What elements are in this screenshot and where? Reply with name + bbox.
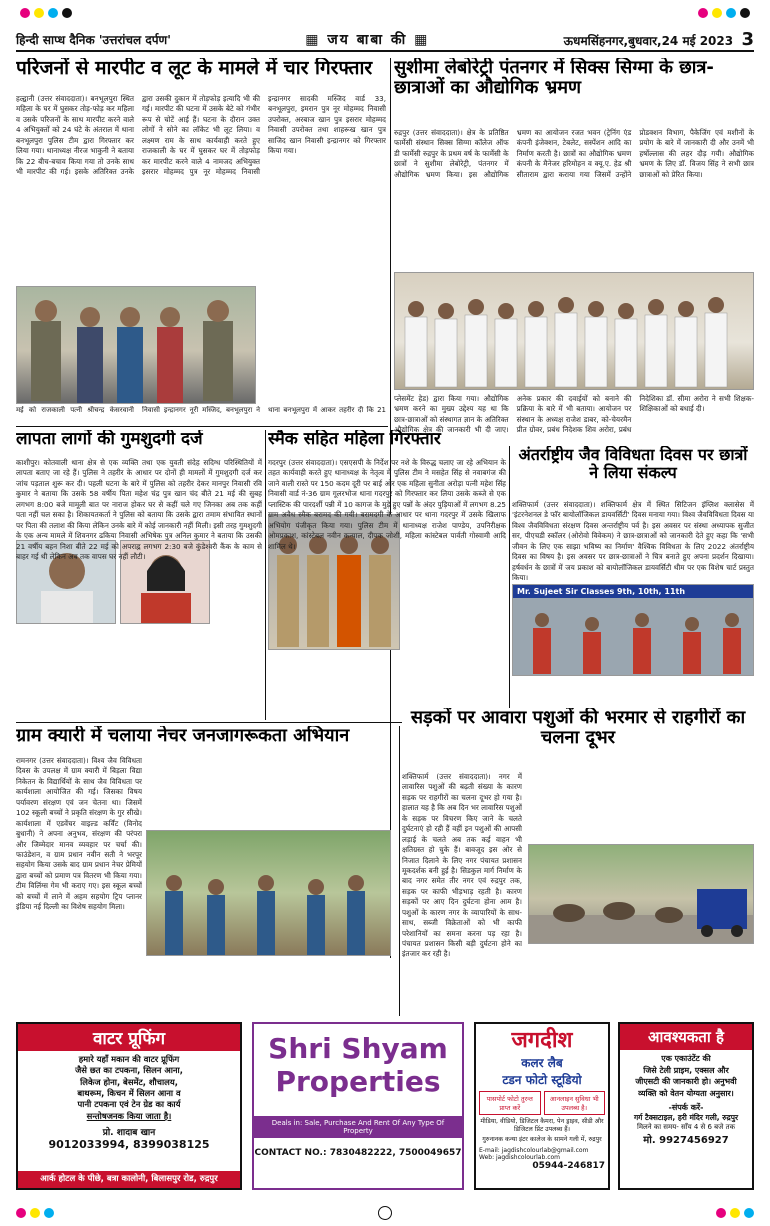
ad-box-2: आनलाइन सुविधा भी उपलब्ध है। [544, 1091, 606, 1115]
photo-caption: मई को राजकाली पत्नी श्रीचन्द्र केसरवानी निवासी इन्द्रानगर नूरी मस्जिद, बनभूलपुरा ने थाना बनभूलपुरा में आकर तहरीर दी कि 21 [16, 406, 386, 414]
ad-line: बाथरूम, किचन में सिलन आना व [77, 1088, 181, 1099]
headline: अंतर्राष्ट्रीय जैव विविधता दिवस पर छात्रों ने लिया संकल्प [518, 446, 748, 482]
dot-yellow [712, 8, 722, 18]
article-industrial-visit [394, 58, 754, 442]
students-group-icon [395, 273, 754, 390]
ad-line: सन्तोषजनक किया जाता है। [86, 1110, 172, 1121]
dot-magenta [16, 1208, 26, 1218]
ad-services: मीडिया, वीडियो, डिजिटल कैमरा, पेन ड्राइव, सीडी और डिजिटल प्रिंट उपलब्ध हैं। [480, 1118, 604, 1134]
dot-magenta [20, 8, 30, 18]
ad-title: वाटर प्रूफिंग [18, 1024, 240, 1051]
ad-contact-name: प्रो. शादाब खान [102, 1128, 156, 1139]
dot-black [62, 8, 72, 18]
ad-line: जैसे छत का टपकना, सिलन आना, [75, 1065, 183, 1076]
dot-yellow [30, 1208, 40, 1218]
ad-phone: मो. 9927456927 [643, 1135, 729, 1147]
cattle-road-icon [529, 845, 754, 944]
dot-cyan [44, 1208, 54, 1218]
footer-dots-left [16, 1208, 54, 1218]
article-body: रामनगर (उत्तर संवाददाता)। विश्व जैव विविधता दिवस के उपलक्ष में ग्राम क्यारी में बिड़ला विद्या निकेतन के विद्यार्थियों के साथ जैव विविधता पर कार्यशाला आयोजित की गई। जिसका विषय पर्यावरण संरक्षण एवं जन चेतना था। जिसमें 102 स्कूली बच्चों ने प्रकृति संरक्षण के गुर सीखे। कार्यशाला में एडवेंचर वाइल्ड कर्विंट (विनोद बुधानी) ने अपना अनुभव, संरक्षण की परंपरा और जिम्मेदार मानव व्यवहार पर चर्चा की। फाउंडेशन, व ग्राम प्रधान नवीन सती ने भरपूर सहयोग किया उसके बाद ग्राम प्रधान नेचर प्रेमियों द्वारा बच्चों को प्रमाण पत्र वितरण भी किया गया। टीम विलिंग्स गेम भी कराए गए। इस स्कूल बच्चों को बच्चों में लाने में अहम सहयोग ट्रिप प्लानर इंडिया नई दिल्ली का विशेष सहयोग मिला। [16, 756, 142, 912]
ad-line: जीएसटी की जानकारी हो। अनुभवी [635, 1077, 737, 1087]
ad-contact-label: -संपर्क करें- [668, 1103, 704, 1113]
ad-address: आर्क होटल के पीछे, बत्रा कालोनी, बिलासपुर रोड, रुद्रपुर [18, 1171, 240, 1188]
children-outdoor-icon [147, 831, 391, 956]
ad-line: हमारे यहाँ मकान की वाटर प्रूफिंग [78, 1054, 180, 1064]
ad-shri-shyam-properties [252, 1022, 464, 1190]
headline: सड़कों पर आवारा पशुओं की भरमार से राहगीरों का चलना दूभर [402, 708, 754, 768]
article-body: गदरपुर (उत्तर संवाददाता)। एसएसपी के निर्देश पर नशे के विरुद्ध चलाए जा रहे अभियान के तहत कार्यवाही करते हुए थानाध्यक्ष के नेतृत्व में पुलिस टीम ने मसहेत सिंह से नवाबगंज की जाने वाली रास्ते पर 150 कदम दूरी पर बाई ओर एक महिला सुनीता अरोड़ा पत्नी महेश सिंह निवासी वार्ड नं-36 ग्राम गूलरभोज थाना गदरपुर को गिरफ्तार कर लिया उसके कब्जे से एक प्लास्टिक की पारदर्शी पन्नी में 10 कागज के मुड़े हुए पन्नों के अंदर पुड़ियाओं में लगभग 8.25 ग्राम अवैध स्मैक बरामद की गयी। बरामदगी के आधार पर थाना गदरपुर में उसके खिलाफ अभियोग पंजीकृत किया गया। पुलिस टीम में थानाध्यक्ष राजेश पाण्डेय, उपनिरीक्षक ओमप्रकाश, कांस्टेबल नवीन कन्याल, दीपक जोशी, महिला कांस्टेबल पार्वती गोस्वामी आदि शामिल थे। [268, 458, 506, 551]
article-body: हल्द्वानी (उत्तर संवाददाता)। बनभूलपुरा स्थित महिला के घर में घुसकर तोड़-फोड़ कर महिला व उसके परिजनों के साथ मारपीट करने वाले 4 अभियुक्तों को 24 घंटे के अंतराल में थाना बनभूलपुरा पुलिस टीम द्वारा गिरफ्तार कर लिया गया। थानाध्यक्ष नीरज भाकुनी ने बताया कि 22 बीच-बचाव किया गया तो उनके साथ भी मारपीट की गई। इसके अतिरिक्त उनके द्वारा उसकी दुकान में तोड़फोड़ इत्यादि भी की गई। मारपीट की घटना में उसके बेटे को गंभीर रूप से चोटें आई हैं। घटना के दौरान उक्त लोगों ने सोने का लॉकेट भी लूट लिया। व लक्ष्मण राम के साथ कार्यवाही करते हुए राजकाली के घर में घुसकर घर में तोड़फोड़ कर मारपीट करने वाले 4 नामजद अभियुक्त इसरार मोहम्मद पुत्र नूर मोहम्मद निवासी इन्द्रानगर सादकी मस्जिद वार्ड 33, बनभूलपुरा, इमरान पुत्र नूर मोहम्मद निवासी उपरोक्त, अरबाज खान पुत्र इसरार मोहम्मद निवासी उपरोक्त तथा शाहरूख खान पुत्र साजिद खान निवासी इन्द्रानगर को गिरफ्तार किया गया। [16, 94, 386, 177]
ad-line: व्यक्ति को वेतन योग्यता अनुसार। [638, 1088, 734, 1098]
ad-address: गुरुनानक कन्या इंटर कालेज के सामने गली में, रुद्रपुर [482, 1136, 602, 1144]
ad-lines [620, 1050, 752, 1102]
ad-timing: मिलने का समय- सॉंय 4 से 6 बजे तक [637, 1123, 735, 1132]
dot-magenta [716, 1208, 726, 1218]
column-divider [509, 446, 510, 718]
ad-phone: 05944-246817 [532, 1160, 605, 1171]
ad-box-1: पासपोर्ट फोटो तुरन्त प्राप्त करें [479, 1091, 541, 1115]
ad-accountant-wanted [618, 1022, 754, 1190]
article-body-continued: प्लेसमेंट हेड) द्वारा किया गया। औद्योगिक भ्रमण करने का मुख्य उद्देश्य यह था कि छात्र-छात्राओं को संस्थागत ज्ञान के अतिरिक्त औद्योगिक क्षेत्र की जानकारी भी दी जाए। अनेक प्रकार की दवाईयों को बनाने की प्रक्रिया के बारे में भी बताया। आयोजन पर संस्थान के अध्यक्ष राजेश डाबर, को-चेयरमैन प्रीत ग्रोवर, प्रबंध निदेशक शिव अरोरा, प्रबंध निदेशिका डॉ. सीमा अरोरा ने सभी शिक्षक-शिक्षिकाओं को बधाई दी। [394, 394, 754, 435]
dot-black [740, 8, 750, 18]
horizontal-divider [16, 426, 388, 427]
dateline-text: ऊधमसिंहनगर,बुधवार,24 मई 2023 [563, 33, 734, 48]
page-header [16, 28, 754, 52]
ad-line: जिसे टेली प्राइम, एक्सल और [643, 1065, 729, 1075]
ad-tagline: Deals in: Sale, Purchase And Rent Of Any Type Of Property [254, 1116, 462, 1138]
article-nature-awareness [16, 726, 396, 1016]
village-children-photo [146, 830, 391, 956]
dot-yellow [34, 8, 44, 18]
ad-sub1: कलर लैब [521, 1056, 563, 1070]
headline: परिजनों से मारपीट व लूट के मामले में चार गिरफ्तार [16, 58, 373, 79]
page-footer [16, 1206, 754, 1220]
ad-contact: CONTACT NO.: 7830482222, 7500049657 [254, 1148, 462, 1158]
article-body: रुद्रपुर (उत्तर संवाददाता)। क्षेत्र के प्रतिष्ठित फार्मेसी संस्थान सिक्स सिग्मा कॉलेज ऑफ डी फार्मेसी रुद्रपुर के प्रथम वर्ष के फार्मेसी के छात्रों ने सुशीमा लेबोरेट्री, पंतनगर में औद्योगिक भ्रमण किया। इस औद्योगिक भ्रमण का आयोजन रजत भवन (ट्रेनिंग एंड कंपनी इंजेक्शन, टेबलेट, सस्पेंशन आदि का निर्माण करती है। छात्रों का औद्योगिक भ्रमण कंपनी के मैनेजर हरिमोहन व क्यू.ए. हेड श्री सीताराम द्वारा कराया गया जिसमें उन्होंने प्रोडक्शन विभाग, पैकेजिंग एवं मशीनों के प्रयोग के बारे में जानकारी दी और उनमें भी हर्षोल्लास की लहर दौड़ गयी। औद्योगिक भ्रमण के लिए डॉ. विजय सिंह ने सभी छात्र छात्राओं को प्रेरित किया। [394, 128, 754, 179]
article-body: शक्तिफार्म (उत्तर संवाददाता)। शक्तिफार्म क्षेत्र में स्थित सिटिजन इंग्लिश क्लासेस में 'इंटरनेशनल डे फॉर बायोलॉजिकल डायवर्सिटी' दिवस मनाया गया। विश्व जैवविविधता दिवस या विश्व जैवविविधता संरक्षण दिवस अन्तर्राष्ट्रीय पर्व है। इस अवसर पर संस्था अध्यापक सुजीत सर, पीएचडी स्कॉलर (ओरोवो विवेकम) ने छात्र-छात्राओं को जानकारी देते हुए कहा कि 'सभी जीवन के लिए एक साझा भविष्य का निर्माण' वैश्विक विविधता के लिए 2022 अंतर्राष्ट्रीय दिवस का विषय है। इस अवसर पर छात्र-छात्राओं ने चित्र बनाते हुए अपना प्रदर्शन दिखाया। हर्षवर्धन के छात्रों में जय प्रकाश को बायोलॉजिकल डायवर्सिटी थीम पर एक विशेष चार्ट प्रस्तुत किया। [512, 500, 754, 583]
dot-cyan [726, 8, 736, 18]
color-dots-right [698, 8, 750, 18]
article-stray-animals [402, 708, 754, 1018]
ad-title: जगदीश [511, 1028, 573, 1053]
article-family-assault [16, 58, 386, 422]
ad-line: पानी टपकना एवं टेन ग्रेड का कार्य [77, 1099, 181, 1110]
ad-title-2: Properties [275, 1065, 441, 1098]
ad-lines [18, 1051, 240, 1125]
headline: लापता लागों की गुमशुदगी दर्ज [16, 430, 203, 449]
article-body: काशीपुर। कोतवाली थाना क्षेत्र से एक व्यक्ति तथा एक युवती संदेह सदिग्ध परिस्थितियों में लापता बताए जा रहे हैं। पुलिस ने तहरीर के आधार पर दोनों ही मामलों में गुमशुदगी दर्ज कर जांच पड़ताल शुरू कर दी। पहली घटना के बारे में पुलिस को तहरीर देकर मानपुर निवासी रवि कुमार ने बताया कि उसके 58 वर्षीय पिता महेश चंद्र पुत्र खान चंद बीते 21 मई की सुबह लगभग 8:00 बजे मामूली बात पर नाराज होकर घर से कहीं चले गए जिनका अब तक कहीं पता नहीं चल सका है। शिकायतकर्ता ने पुलिस को बताया कि उसके द्वारा तमाम संभावित स्थानों पर पिता की तलाश की किया लेकिन उनके बारे में कोई जानकारी नहीं मिली। इसी तरह गुमशुदगी के एक अन्य मामले में शिवनगर ढकिया निवासी अभिषेक पुत्र अनिल कुमार ने बताया कि उसकी 21 वर्षीय बहन निशा बीते 22 मई को अपराह्न लगभग 2:30 बजे कुंडेश्वरी कैंक के काम से बाहर गई थी लेकिन अब तक वापस घर नहीं लौटी। [16, 458, 262, 561]
header-center-text: जय बाबा की [327, 31, 408, 48]
header-center: ▦ जय बाबा की ▦ [305, 31, 430, 48]
ad-phones: 9012033994, 8399038125 [48, 1138, 210, 1152]
registration-mark [378, 1206, 392, 1220]
ad-line: एक एकाउंटेंट की [661, 1054, 711, 1063]
dot-magenta [698, 8, 708, 18]
ad-email: E-mail: jagdishcolourlab@gmail.com [479, 1146, 589, 1154]
headline: सुशीमा लेबोरेट्री पंतनगर में सिक्स सिग्मा के छात्र-छात्राओं का औद्योगिक भ्रमण [394, 58, 714, 98]
column-divider [265, 430, 266, 720]
article-missing-persons [16, 430, 262, 718]
ad-sub2: टडन फोटो स्टूडियो [502, 1073, 582, 1087]
dot-cyan [48, 8, 58, 18]
color-dots-left [20, 8, 72, 18]
article-biodiversity-day [512, 446, 754, 722]
dateline [564, 29, 754, 50]
police-photo [16, 286, 256, 404]
ad-boxes [476, 1088, 608, 1118]
stray-cattle-photo [528, 844, 754, 944]
ad-web: Web: jagdishcolourlab.com [479, 1153, 561, 1161]
article-body: शक्तिफार्म (उत्तर संवाददाता)। नगर में लावारिस पशुओं की बढ़ती संख्या के कारण सड़क पर राहगीरों का चलना दूभर हो गया है। हालात यह है कि अब दिन भर लावारिस पशुओं के सड़क पर विचरण किए जाने के चलते दुर्घटनाएं हो रही हैं वहीं इन पशुओं की आपसी लड़ाई के चलते अब तक कई वाहन भी क्षतिग्रस्त हो चुके हैं। बावजूद इस ओर से निजात दिलाने के लिए नगर पंचायत प्रशासन मूकदर्शक बनी हुई है। सिडकुल मार्ग निर्माण के बाद नगर समेत तीर नगर एवं रुद्रपुर तक, सड़क पर काफी भीड़भाड़ रहती है। कारण सड़कों पर आए दिन दुर्घटना होना आम है। पशुओं के कारण नगर के व्यापारियों के साथ-साथ, सब्जी विक्रेताओं को भी काफी परेशानियों का समना करना पड़ रहा है। पंचायत प्रशासन किसी बड़ी दुर्घटना होने का इंतजार कर रही है। [402, 772, 522, 959]
ad-jagdish-color-lab [474, 1022, 610, 1190]
group-figures-icon [17, 287, 256, 404]
ad-water-proofing [16, 1022, 242, 1190]
students-lab-photo [394, 272, 754, 390]
dot-yellow [730, 1208, 740, 1218]
article-smack-arrest [268, 430, 506, 718]
masthead: हिन्दी साप्ध दैनिक 'उत्तरांचल दर्पण' [16, 32, 171, 47]
classes-banner: Mr. Sujeet Sir Classes 9th, 10th, 11th [513, 585, 753, 598]
headline: स्मैक सहित महिला गिरफ्तार [268, 430, 441, 449]
footer-dots-right [716, 1208, 754, 1218]
column-divider [399, 726, 400, 1016]
ad-address: गर्ग टैक्सटाइल, हरी मंदिर गली, रुद्रपुर [633, 1113, 739, 1123]
ad-line: लिकेज होना, बेसमेंट, शौचालय, [80, 1076, 178, 1087]
page-number: 3 [741, 28, 754, 50]
ad-title: आवश्यकता है [620, 1024, 752, 1050]
headline: ग्राम क्यारी में चलाया नेचर जनजागरूकता अभियान [16, 726, 350, 746]
dot-cyan [744, 1208, 754, 1218]
ad-title-1: Shri Shyam [268, 1032, 448, 1065]
